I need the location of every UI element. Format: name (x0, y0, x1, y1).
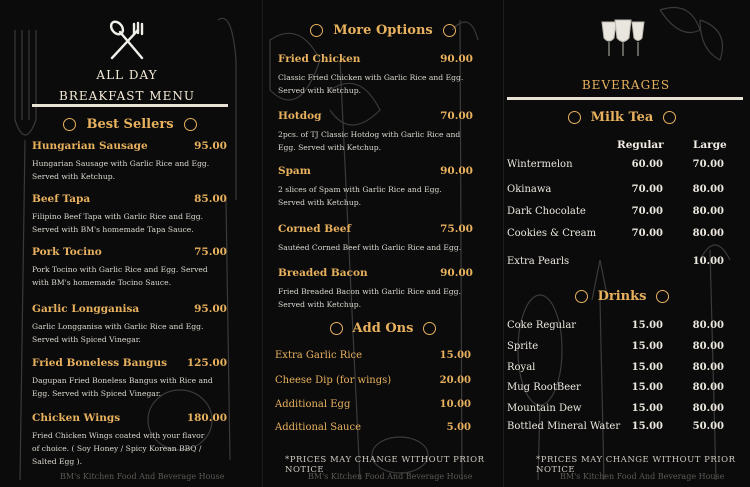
menu-item-description: Served with Ketchup. (278, 86, 361, 95)
menu-item-price: 70.00 (440, 110, 473, 122)
drink-name: Sprite (507, 341, 539, 352)
menu-item-name: Chicken Wings (32, 412, 121, 424)
menu-item-name: Fried Boneless Bangus (32, 357, 168, 369)
drink-large-price: 80.00 (692, 320, 724, 331)
circle-ornament-icon (63, 118, 76, 131)
menu-item-name: Fried Chicken (278, 53, 361, 65)
drink-regular-price: 15.00 (631, 362, 663, 373)
circle-ornament-icon (184, 118, 197, 131)
menu-item-description: Pork Tocino with Garlic Rice and Egg. Served (32, 265, 208, 274)
menu-item-description: Sautéed Corned Beef with Garlic Rice and Egg. (278, 243, 462, 252)
milk-tea-regular-price: 70.00 (631, 228, 663, 239)
circle-ornament-icon (575, 290, 588, 303)
add-on-name: Cheese Dip (for wings) (275, 375, 392, 386)
extra-pearls-price: 10.00 (692, 256, 724, 267)
menu-item-name: Beef Tapa (32, 193, 91, 205)
menu-item-price: 85.00 (194, 193, 227, 205)
menu-item-name: Hotdog (278, 110, 322, 122)
menu-item-price: 75.00 (440, 223, 473, 235)
title-all-day: ALL DAY (96, 68, 158, 82)
title-breakfast-menu: BREAKFAST MENU (59, 89, 195, 103)
menu-item-description: Egg. Served with Spiced Vinegar. (32, 389, 162, 398)
menu-item-description: Filipino Beef Tapa with Garlic Rice and Egg. (32, 212, 204, 221)
drink-name: Mountain Dew (507, 403, 582, 414)
extra-pearls-name: Extra Pearls (507, 256, 570, 267)
menu-item-description: Served with Spiced Vinegar. (32, 335, 141, 344)
menu-item-price: 125.00 (186, 357, 227, 369)
price-notice: *PRICES MAY CHANGE WITHOUT PRIOR NOTICE (285, 455, 485, 475)
circle-ornament-icon (568, 111, 581, 124)
drink-large-price: 80.00 (692, 362, 724, 373)
drink-large-price: 50.00 (692, 421, 724, 432)
menu-item-description: Salted Egg ). (32, 457, 83, 466)
menu-item-price: 180.00 (186, 412, 227, 424)
milk-tea-label: Milk Tea (590, 110, 654, 125)
drink-large-price: 80.00 (692, 403, 724, 414)
milk-tea-name: Okinawa (507, 184, 552, 195)
footer-text: BM's Kitchen Food And Beverage House (560, 472, 725, 481)
circle-ornament-icon (663, 111, 676, 124)
circle-ornament-icon (310, 24, 323, 37)
add-on-name: Additional Sauce (275, 422, 362, 433)
milk-tea-name: Wintermelon (507, 159, 573, 170)
footer-text: BM's Kitchen Food And Beverage House (60, 472, 225, 481)
menu-item-description: Egg. Served with Ketchup. (278, 143, 382, 152)
menu-item-description: Dagupan Fried Boneless Bangus with Rice and (32, 376, 213, 385)
menu-item-name: Corned Beef (278, 223, 351, 235)
add-ons-label: Add Ons (352, 321, 414, 336)
menu-item-description: Fried Chicken Wings coated with your flavor (32, 431, 205, 440)
circle-ornament-icon (330, 322, 343, 335)
menu-item-price: 90.00 (440, 267, 473, 279)
add-on-price: 15.00 (439, 350, 471, 361)
milk-tea-regular-price: 60.00 (631, 159, 663, 170)
beverages-panel (502, 0, 750, 487)
menu-item-description: with BM's homemade Tocino Sauce. (32, 278, 172, 287)
milk-tea-heading (522, 110, 722, 125)
drink-regular-price: 15.00 (631, 341, 663, 352)
breakfast-panel (0, 0, 262, 487)
price-notice: *PRICES MAY CHANGE WITHOUT PRIOR NOTICE (536, 455, 736, 475)
milk-tea-name: Cookies & Cream (507, 228, 597, 239)
best-sellers-heading (40, 117, 220, 132)
menu-item-name: Spam (278, 165, 311, 177)
menu-item-description: Served with Ketchup. (278, 198, 361, 207)
regular-column-header: Regular (617, 139, 664, 151)
divider (32, 104, 228, 107)
menu-item-price: 90.00 (440, 165, 473, 177)
menu-item-description: 2pcs. of TJ Classic Hotdog with Garlic Rice and (278, 130, 461, 139)
menu-item-description: Fried Breaded Bacon with Garlic Rice and Egg. (278, 287, 461, 296)
menu-item-price: 95.00 (194, 303, 227, 315)
more-options-panel (262, 0, 504, 487)
add-on-name: Additional Egg (275, 399, 351, 410)
milk-tea-regular-price: 70.00 (631, 184, 663, 195)
beverages-title: BEVERAGES (581, 78, 671, 92)
best-sellers-label: Best Sellers (86, 117, 174, 132)
milk-tea-regular-price: 70.00 (631, 206, 663, 217)
more-options-heading (283, 23, 483, 38)
menu-item-name: Garlic Longganisa (32, 303, 140, 315)
milk-tea-large-price: 70.00 (692, 159, 724, 170)
menu-item-name: Hungarian Sausage (32, 140, 148, 152)
large-column-header: Large (693, 139, 727, 151)
add-on-price: 5.00 (446, 422, 471, 433)
drink-regular-price: 15.00 (631, 320, 663, 331)
drink-name: Royal (507, 362, 536, 373)
drink-large-price: 80.00 (692, 341, 724, 352)
drink-name: Coke Regular (507, 320, 577, 331)
divider (507, 97, 743, 100)
footer-text: BM's Kitchen Food And Beverage House (308, 472, 473, 481)
add-on-name: Extra Garlic Rice (275, 350, 363, 361)
menu-item-price: 75.00 (194, 246, 227, 258)
menu-item-description: of choice. ( Soy Honey / Spicy Korean BBQ / (32, 444, 202, 453)
more-options-label: More Options (333, 23, 433, 38)
menu-item-description: Garlic Longganisa with Garlic Rice and Egg. (32, 322, 204, 331)
drink-name: Mug RootBeer (507, 382, 581, 393)
menu-item-name: Breaded Bacon (278, 267, 368, 279)
add-on-price: 20.00 (439, 375, 471, 386)
fork-spoon-icon (104, 18, 150, 64)
circle-ornament-icon (423, 322, 436, 335)
add-on-price: 10.00 (439, 399, 471, 410)
milk-tea-large-price: 80.00 (692, 228, 724, 239)
drink-regular-price: 15.00 (631, 382, 663, 393)
drink-name: Bottled Mineral Water (507, 421, 621, 432)
menu-item-description: Hungarian Sausage with Garlic Rice and Egg. (32, 159, 210, 168)
menu-item-description: Served with BM's homemade Tapa Sauce. (32, 225, 194, 234)
milk-tea-large-price: 80.00 (692, 184, 724, 195)
circle-ornament-icon (443, 24, 456, 37)
menu-item-name: Pork Tocino (32, 246, 102, 258)
menu-item-description: Served with Ketchup. (32, 172, 115, 181)
menu-item-price: 90.00 (440, 53, 473, 65)
milk-tea-large-price: 80.00 (692, 206, 724, 217)
drinks-heading (522, 289, 722, 304)
menu-item-description: Served with Ketchup. (278, 300, 361, 309)
milk-tea-name: Dark Chocolate (507, 206, 586, 217)
drink-regular-price: 15.00 (631, 421, 663, 432)
drink-regular-price: 15.00 (631, 403, 663, 414)
menu-item-description: Classic Fried Chicken with Garlic Rice and Egg. (278, 73, 464, 82)
drink-large-price: 80.00 (692, 382, 724, 393)
add-ons-heading (283, 321, 483, 336)
drinks-label: Drinks (597, 289, 647, 304)
menu-item-description: 2 slices of Spam with Garlic Rice and Egg. (278, 185, 442, 194)
menu-item-price: 95.00 (194, 140, 227, 152)
glasses-icon (598, 18, 648, 58)
circle-ornament-icon (656, 290, 669, 303)
